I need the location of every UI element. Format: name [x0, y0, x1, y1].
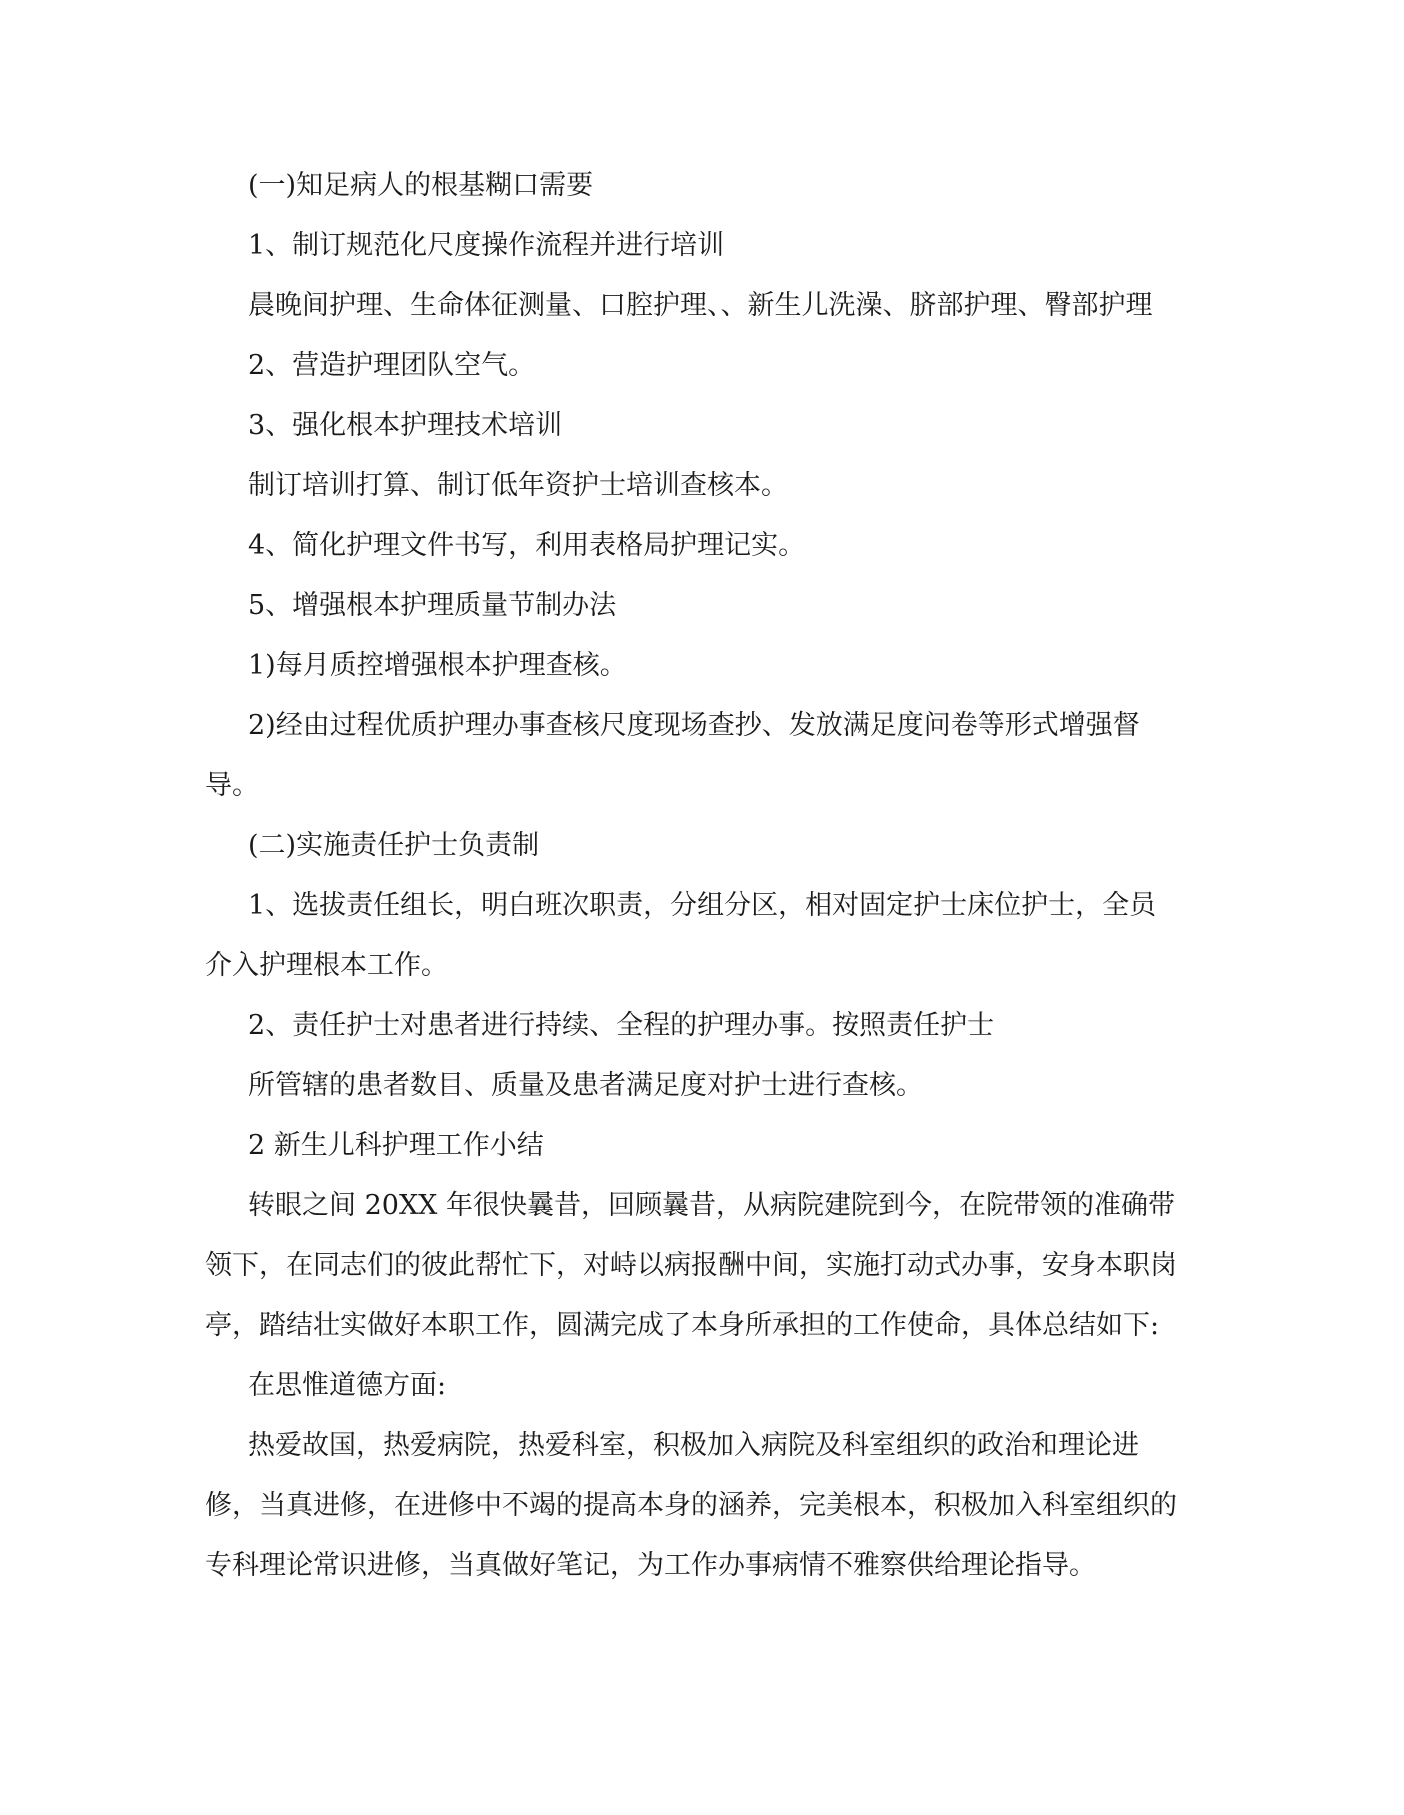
list-item: 2、营造护理团队空气。 [248, 350, 536, 381]
document-body [205, 156, 1190, 1596]
list-item: 2、责任护士对患者进行持续、全程的护理办事。按照责任护士 [248, 1010, 995, 1041]
paragraph-line: 制订培训打算、制订低年资护士培训查核本。 [248, 470, 788, 501]
section-heading: 在思惟道德方面: [248, 1370, 447, 1401]
list-item: 1、制订规范化尺度操作流程并进行培训 [248, 230, 725, 261]
section-heading: 2 新生儿科护理工作小结 [248, 1130, 544, 1161]
list-item: 5、增强根本护理质量节制办法 [248, 590, 617, 621]
paragraph-line: 亭，踏结壮实做好本职工作，圆满完成了本身所承担的工作使命，具体总结如下: [205, 1310, 1160, 1341]
section-heading: (二)实施责任护士负责制 [248, 830, 540, 861]
list-item: 3、强化根本护理技术培训 [248, 410, 563, 441]
list-item: 1、选拔责任组长，明白班次职责，分组分区，相对固定护士床位护士，全员 [248, 890, 1157, 921]
list-item: 2)经由过程优质护理办事查核尺度现场查抄、发放满足度问卷等形式增强督 [248, 710, 1140, 741]
paragraph-line: 介入护理根本工作。 [205, 950, 448, 981]
paragraph-line: 转眼之间 20XX 年很快曩昔，回顾曩昔，从病院建院到今，在院带领的准确带 [248, 1190, 1175, 1221]
section-heading: (一)知足病人的根基糊口需要 [248, 170, 594, 201]
paragraph-line: 所管辖的患者数目、质量及患者满足度对护士进行查核。 [248, 1070, 923, 1101]
paragraph-line: 修，当真进修，在进修中不竭的提高本身的涵养，完美根本，积极加入科室组织的 [205, 1490, 1177, 1521]
paragraph-line: 导。 [205, 770, 259, 801]
paragraph-line: 领下，在同志们的彼此帮忙下，对峙以病报酬中间，实施打动式办事，安身本职岗 [205, 1250, 1177, 1281]
paragraph-line: 热爱故国，热爱病院，热爱科室，积极加入病院及科室组织的政治和理论进 [248, 1430, 1139, 1461]
list-item: 4、简化护理文件书写，利用表格局护理记实。 [248, 530, 806, 561]
paragraph-line: 晨晚间护理、生命体征测量、口腔护理、、新生儿洗澡、脐部护理、臀部护理 [248, 290, 1153, 321]
list-item: 1)每月质控增强根本护理查核。 [248, 650, 627, 681]
paragraph-line: 专科理论常识进修，当真做好笔记，为工作办事病情不雅察供给理论指导。 [205, 1550, 1096, 1581]
